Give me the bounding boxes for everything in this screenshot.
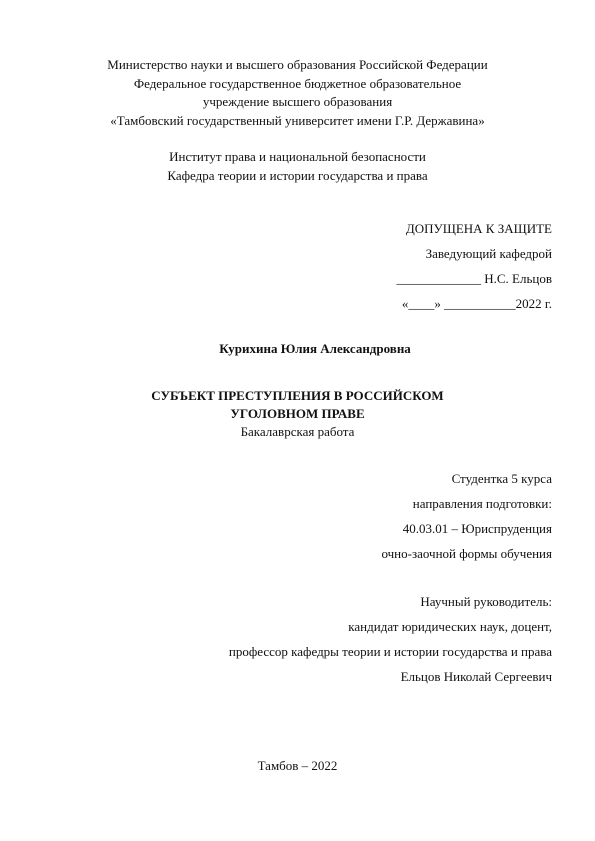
city-year: Тамбов – 2022	[257, 758, 338, 773]
work-type: Бакалаврская работа	[240, 424, 355, 439]
ministry-line: Министерство науки и высшего образования Российской Федерации	[107, 57, 488, 72]
university-name: «Тамбовский государственный университет имени Г.Р. Державина»	[110, 112, 485, 128]
department-header	[0, 148, 595, 185]
supervisor-block	[229, 589, 552, 689]
approval-status: ДОПУЩЕНА К ЗАЩИТЕ	[405, 221, 552, 236]
institute-name: Институт права и национальной безопасности	[169, 149, 426, 164]
direction-code: 40.03.01 – Юриспруденция	[402, 521, 552, 536]
work-title-line-2: УГОЛОВНОМ ПРАВЕ	[230, 406, 365, 421]
approval-signature-line: _____________ Н.С. Ельцов	[396, 271, 552, 286]
approval-date-line: «____» ___________2022 г.	[401, 296, 552, 311]
approval-block	[396, 216, 552, 316]
study-form: очно-заочной формы обучения	[381, 546, 552, 561]
student-info-block	[381, 466, 552, 566]
organization-header	[0, 56, 595, 130]
work-title-line-1: СУБЪЕКТ ПРЕСТУПЛЕНИЯ В РОССИЙСКОМ	[151, 388, 444, 403]
direction-label: направления подготовки:	[412, 496, 552, 511]
institution-type-line-1: Федеральное государственное бюджетное образовательное	[133, 75, 462, 91]
author-name: Курихина Юлия Александровна	[219, 341, 411, 356]
supervisor-name: Ельцов Николай Сергеевич	[400, 669, 552, 684]
department-name: Кафедра теории и истории государства и права	[167, 167, 428, 183]
supervisor-position: профессор кафедры теории и истории государства и права	[228, 644, 552, 659]
student-course: Студентка 5 курса	[451, 471, 552, 486]
institution-type-line-2: учреждение высшего образования	[202, 94, 393, 109]
supervisor-label: Научный руководитель:	[420, 594, 552, 609]
work-title-block	[0, 387, 595, 441]
approval-role: Заведующий кафедрой	[425, 246, 552, 261]
supervisor-degree: кандидат юридических наук, доцент,	[348, 619, 552, 634]
